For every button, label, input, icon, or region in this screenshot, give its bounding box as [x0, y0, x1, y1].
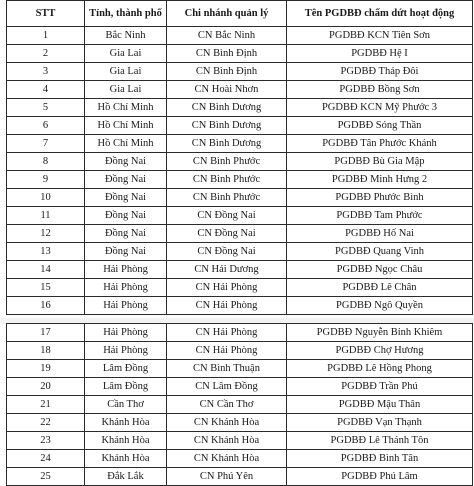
cell-province: Đồng Nai: [85, 171, 167, 189]
cell-stt: 17: [7, 324, 85, 342]
cell-province: Cần Thơ: [85, 396, 167, 414]
cell-branch: CN Bình Phước: [167, 189, 287, 207]
cell-branch: CN Hải Phòng: [167, 324, 287, 342]
cell-province: Gia Lai: [85, 81, 167, 99]
cell-branch: CN Khánh Hòa: [167, 414, 287, 432]
table-row: [7, 378, 473, 396]
table-row: [7, 414, 473, 432]
cell-province: Hải Phòng: [85, 297, 167, 315]
cell-office-name: PGDBĐ Hố Nai: [287, 225, 473, 243]
cell-branch: CN Bắc Ninh: [167, 27, 287, 45]
cell-stt: 3: [7, 63, 85, 81]
cell-stt: 10: [7, 189, 85, 207]
cell-branch: CN Bình Dương: [167, 135, 287, 153]
cell-branch: CN Bình Định: [167, 45, 287, 63]
cell-province: Hải Phòng: [85, 279, 167, 297]
cell-stt: 6: [7, 117, 85, 135]
cell-office-name: PGDBĐ Quang Vinh: [287, 243, 473, 261]
cell-office-name: PGDBĐ Lê Chân: [287, 279, 473, 297]
table-header-row: [7, 1, 473, 27]
cell-office-name: PGDBĐ Mậu Thân: [287, 396, 473, 414]
cell-stt: 19: [7, 360, 85, 378]
cell-branch: CN Bình Thuận: [167, 360, 287, 378]
cell-province: Đồng Nai: [85, 207, 167, 225]
cell-office-name: PGDBĐ Phước Bình: [287, 189, 473, 207]
cell-stt: 21: [7, 396, 85, 414]
cell-province: Đồng Nai: [85, 243, 167, 261]
table-row: [7, 261, 473, 279]
cell-province: Khánh Hòa: [85, 414, 167, 432]
cell-office-name: PGDBĐ Tam Phước: [287, 207, 473, 225]
cell-branch: CN Đồng Nai: [167, 207, 287, 225]
table-row: [7, 225, 473, 243]
cell-branch: CN Bình Dương: [167, 117, 287, 135]
cell-stt: 16: [7, 297, 85, 315]
cell-stt: 7: [7, 135, 85, 153]
cell-province: Đồng Nai: [85, 189, 167, 207]
cell-office-name: PGDBĐ Phú Lâm: [287, 468, 473, 486]
cell-stt: 22: [7, 414, 85, 432]
table-row: [7, 99, 473, 117]
cell-province: Hải Phòng: [85, 342, 167, 360]
cell-branch: CN Lâm Đồng: [167, 378, 287, 396]
cell-office-name: PGDBĐ Bình Tân: [287, 450, 473, 468]
cell-stt: 5: [7, 99, 85, 117]
cell-stt: 13: [7, 243, 85, 261]
cell-office-name: PGDBĐ Minh Hưng 2: [287, 171, 473, 189]
cell-branch: CN Hải Phòng: [167, 279, 287, 297]
cell-stt: 11: [7, 207, 85, 225]
cell-stt: 12: [7, 225, 85, 243]
cell-province: Đồng Nai: [85, 153, 167, 171]
cell-stt: 20: [7, 378, 85, 396]
cell-stt: 1: [7, 27, 85, 45]
header-branch: Chi nhánh quản lý: [167, 1, 287, 27]
cell-branch: CN Đồng Nai: [167, 225, 287, 243]
cell-stt: 25: [7, 468, 85, 486]
cell-branch: CN Khánh Hòa: [167, 432, 287, 450]
table-row: [7, 360, 473, 378]
cell-province: Lâm Đồng: [85, 378, 167, 396]
cell-province: Gia Lai: [85, 45, 167, 63]
cell-office-name: PGDBĐ Tân Phước Khánh: [287, 135, 473, 153]
table-row: [7, 135, 473, 153]
table-body-part-2: [7, 324, 473, 486]
table-row: [7, 27, 473, 45]
cell-province: Hồ Chí Minh: [85, 135, 167, 153]
cell-office-name: PGDBĐ Bồng Sơn: [287, 81, 473, 99]
cell-office-name: PGDBĐ Vạn Thạnh: [287, 414, 473, 432]
cell-province: Khánh Hòa: [85, 432, 167, 450]
cell-office-name: PGDBĐ Hệ I: [287, 45, 473, 63]
cell-stt: 8: [7, 153, 85, 171]
table-row: [7, 450, 473, 468]
cell-province: Khánh Hòa: [85, 450, 167, 468]
header-office-name: Tên PGDBĐ chấm dứt hoạt động: [287, 1, 473, 27]
table-row: [7, 342, 473, 360]
cell-office-name: PGDBĐ Chợ Hương: [287, 342, 473, 360]
cell-branch: CN Hải Dương: [167, 261, 287, 279]
cell-office-name: PGDBĐ Lê Hồng Phong: [287, 360, 473, 378]
cell-province: Đồng Nai: [85, 225, 167, 243]
cell-office-name: PGDBĐ Trần Phú: [287, 378, 473, 396]
cell-branch: CN Phú Yên: [167, 468, 287, 486]
cell-office-name: PGDBĐ Sóng Thần: [287, 117, 473, 135]
table-row: [7, 468, 473, 486]
header-stt: STT: [7, 1, 85, 27]
table-row: [7, 432, 473, 450]
closed-branches-table-part-1: [6, 0, 472, 315]
cell-stt: 14: [7, 261, 85, 279]
cell-province: Hồ Chí Minh: [85, 99, 167, 117]
table-row: [7, 243, 473, 261]
cell-branch: CN Cần Thơ: [167, 396, 287, 414]
table-row: [7, 63, 473, 81]
cell-branch: CN Bình Phước: [167, 153, 287, 171]
table-row: [7, 153, 473, 171]
cell-branch: CN Khánh Hòa: [167, 450, 287, 468]
cell-branch: CN Hải Phòng: [167, 297, 287, 315]
table-body-part-1: [7, 27, 473, 315]
cell-province: Gia Lai: [85, 63, 167, 81]
cell-province: Bắc Ninh: [85, 27, 167, 45]
table-row: [7, 207, 473, 225]
cell-province: Hồ Chí Minh: [85, 117, 167, 135]
cell-stt: 24: [7, 450, 85, 468]
header-province: Tỉnh, thành phố: [85, 1, 167, 27]
cell-office-name: PGDBĐ Tháp Đôi: [287, 63, 473, 81]
cell-branch: CN Hoài Nhơn: [167, 81, 287, 99]
cell-office-name: PGDBĐ Nguyễn Bỉnh Khiêm: [287, 324, 473, 342]
cell-stt: 23: [7, 432, 85, 450]
table-row: [7, 297, 473, 315]
cell-stt: 2: [7, 45, 85, 63]
cell-office-name: PGDBĐ KCN Tiên Sơn: [287, 27, 473, 45]
cell-office-name: PGDBĐ Lê Thánh Tôn: [287, 432, 473, 450]
cell-stt: 9: [7, 171, 85, 189]
cell-province: Lâm Đồng: [85, 360, 167, 378]
cell-stt: 15: [7, 279, 85, 297]
table-row: [7, 117, 473, 135]
cell-province: Đắk Lắk: [85, 468, 167, 486]
cell-branch: CN Bình Dương: [167, 99, 287, 117]
cell-branch: CN Hải Phòng: [167, 342, 287, 360]
cell-office-name: PGDBĐ KCN Mỹ Phước 3: [287, 99, 473, 117]
table-row: [7, 171, 473, 189]
cell-office-name: PGDBĐ Ngọc Châu: [287, 261, 473, 279]
table-row: [7, 396, 473, 414]
cell-province: Hải Phòng: [85, 261, 167, 279]
closed-branches-table-part-2: [6, 323, 472, 486]
cell-stt: 4: [7, 81, 85, 99]
table-row: [7, 279, 473, 297]
table-row: [7, 81, 473, 99]
cell-branch: CN Bình Định: [167, 63, 287, 81]
cell-office-name: PGDBĐ Ngô Quyền: [287, 297, 473, 315]
table-row: [7, 45, 473, 63]
table-row: [7, 189, 473, 207]
table-row: [7, 324, 473, 342]
cell-branch: CN Bình Phước: [167, 171, 287, 189]
cell-office-name: PGDBĐ Bù Gia Mập: [287, 153, 473, 171]
cell-province: Hải Phòng: [85, 324, 167, 342]
cell-branch: CN Đồng Nai: [167, 243, 287, 261]
cell-stt: 18: [7, 342, 85, 360]
